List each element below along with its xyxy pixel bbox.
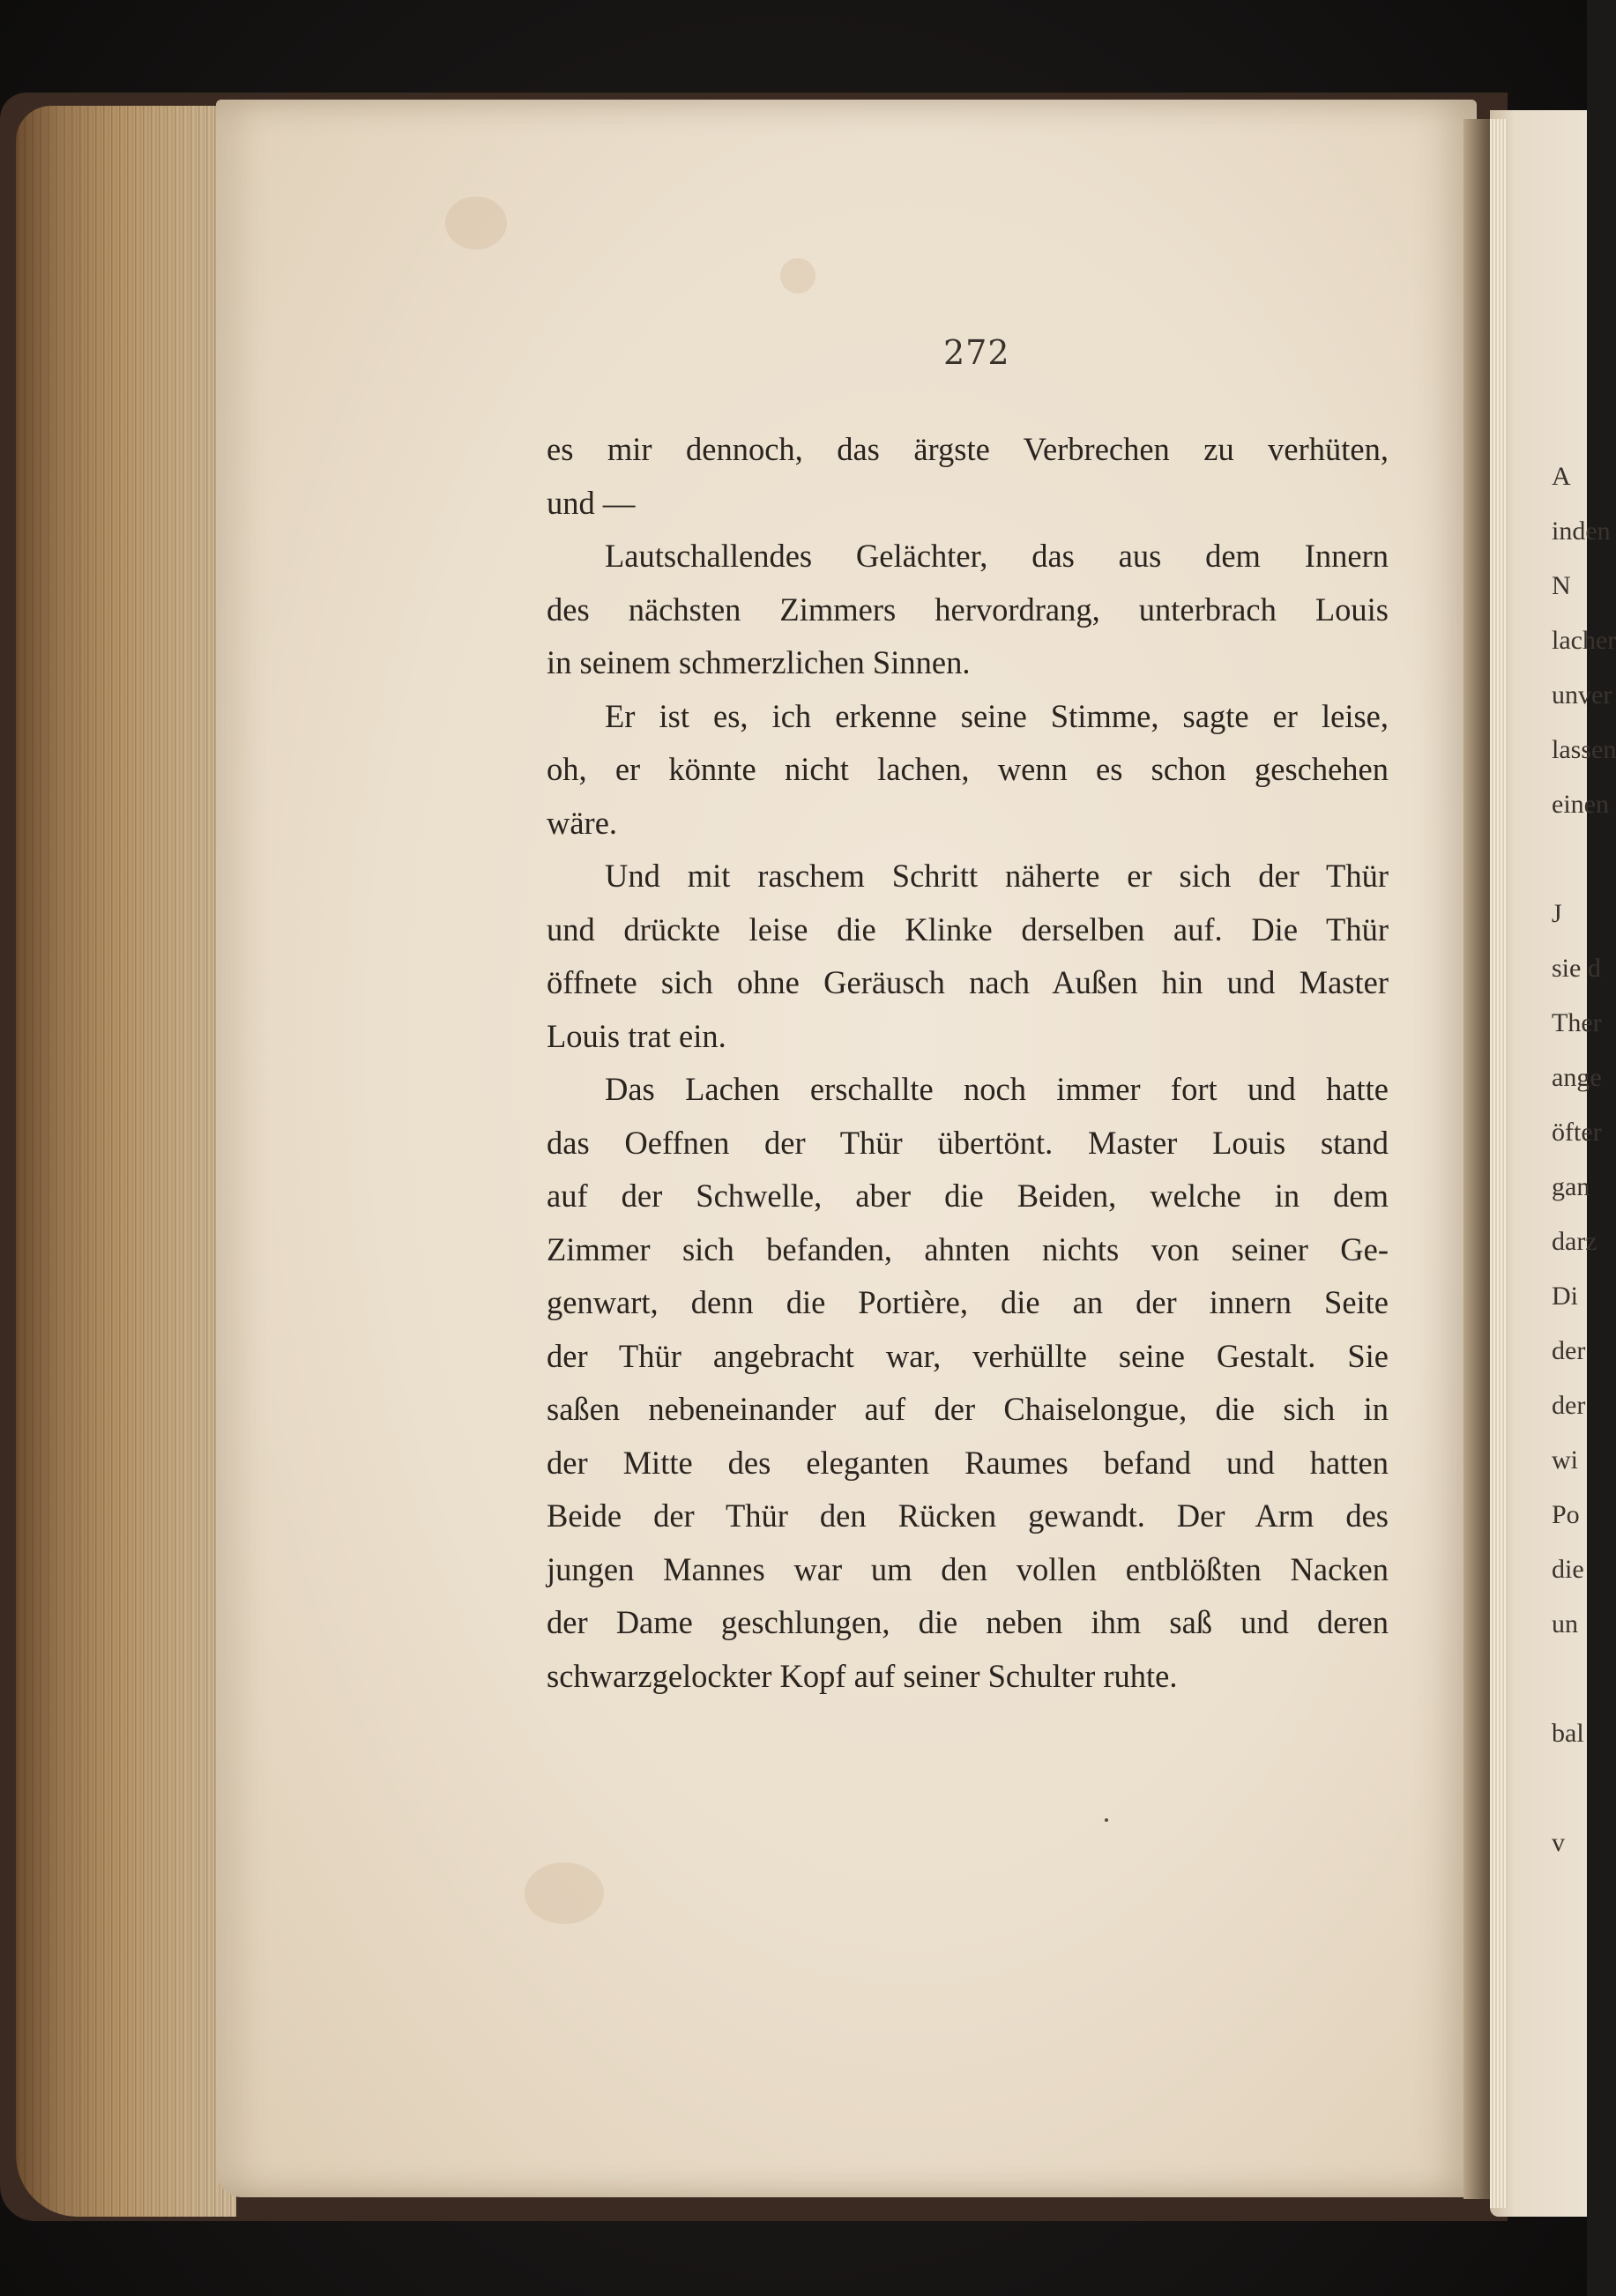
facing-page-fragment: ange — [1552, 1063, 1602, 1092]
facing-page-fragment: bal — [1552, 1719, 1584, 1748]
facing-page-fragment: A — [1552, 462, 1571, 491]
text-line: Zimmer sich befanden, ahnten nichts von seiner Ge- — [547, 1230, 1389, 1267]
text-line: der Thür angebracht war, verhüllte seine Gestalt. Sie — [547, 1337, 1389, 1374]
facing-page-text — [1552, 450, 1616, 1870]
paper-stain — [525, 1862, 604, 1924]
text-line: genwart, denn die Portière, die an der innern Seite — [547, 1284, 1389, 1320]
facing-page-fragment — [1552, 1761, 1587, 1816]
text-line: der Dame geschlungen, die neben ihm saß und deren — [547, 1604, 1389, 1640]
facing-page-fragment: einen — [1552, 790, 1609, 819]
facing-page-fragment: der — [1552, 1391, 1586, 1420]
facing-page-fragment: öfter — [1552, 1118, 1602, 1147]
facing-page-fragment: lassen — [1552, 735, 1616, 764]
facing-page-fragment: Di — [1552, 1282, 1578, 1311]
text-line: jungen Mannes war um den vollen entblößten Nacken — [547, 1550, 1389, 1587]
paper-stain — [780, 258, 815, 294]
ink-speck — [1105, 1818, 1108, 1822]
facing-page-fragment: N — [1552, 571, 1571, 600]
facing-page-fragment: sie d — [1552, 954, 1601, 983]
text-line: öffnete sich ohne Geräusch nach Außen hin und Master — [547, 964, 1389, 1000]
text-line: auf der Schwelle, aber die Beiden, welche in dem — [547, 1178, 1389, 1214]
paper-stain — [445, 197, 507, 249]
text-line: oh, er könnte nicht lachen, wenn es schon geschehen — [547, 751, 1389, 787]
facing-page-fragment: un — [1552, 1609, 1578, 1638]
text-line: saßen nebeneinander auf der Chaiselongue, die sich in — [547, 1391, 1389, 1427]
text-line: des nächsten Zimmers hervordrang, unterbrach Louis — [547, 591, 1389, 628]
text-line: Louis trat ein. — [547, 1017, 726, 1054]
body-text — [547, 423, 1389, 1703]
facing-page-fragment — [1552, 1652, 1587, 1706]
facing-page-fragment: v — [1552, 1828, 1565, 1857]
facing-page-fragment: Ther — [1552, 1008, 1602, 1037]
facing-page-fragment — [1552, 832, 1587, 887]
text-line: und — — [547, 484, 636, 521]
text-line: das Oeffnen der Thür übertönt. Master Louis stand — [547, 1124, 1389, 1161]
facing-page-fragment: unver — [1552, 680, 1612, 710]
facing-page-fragment: Po — [1552, 1500, 1580, 1529]
text-line: Lautschallendes Gelächter, das aus dem Innern — [605, 538, 1389, 574]
text-line: Er ist es, ich erkenne seine Stimme, sagte er leise, — [605, 697, 1389, 734]
facing-page-edges — [1490, 119, 1508, 2208]
facing-page-fragment: inden — [1552, 516, 1611, 546]
facing-page-fragment: die — [1552, 1555, 1584, 1584]
text-line: es mir dennoch, das ärgste Verbrechen zu verhüten, — [547, 431, 1389, 467]
text-line: wäre. — [547, 804, 618, 841]
text-line: und drückte leise die Klinke derselben auf. Die Thür — [547, 910, 1389, 947]
text-line: Das Lachen erschallte noch immer fort und hatte — [605, 1071, 1389, 1107]
text-line: der Mitte des eleganten Raumes befand und hatten — [547, 1444, 1389, 1481]
facing-page-fragment: der — [1552, 1336, 1586, 1365]
facing-page-fragment: darz — [1552, 1227, 1597, 1256]
facing-page-fragment: gan — [1552, 1172, 1590, 1201]
text-line: Beide der Thür den Rücken gewandt. Der Arm des — [547, 1497, 1389, 1534]
facing-page-fragment: J — [1552, 899, 1562, 928]
facing-page-fragment: lacher — [1552, 626, 1616, 655]
page-number: 272 — [943, 333, 1010, 372]
text-line: Und mit raschem Schritt näherte er sich der Thür — [605, 858, 1389, 894]
text-line: in seinem schmerzlichen Sinnen. — [547, 644, 971, 680]
facing-page-fragment: wi — [1552, 1445, 1578, 1475]
page-block-edge — [16, 106, 236, 2217]
text-line: schwarzgelockter Kopf auf seiner Schulter ruhte. — [547, 1657, 1178, 1694]
